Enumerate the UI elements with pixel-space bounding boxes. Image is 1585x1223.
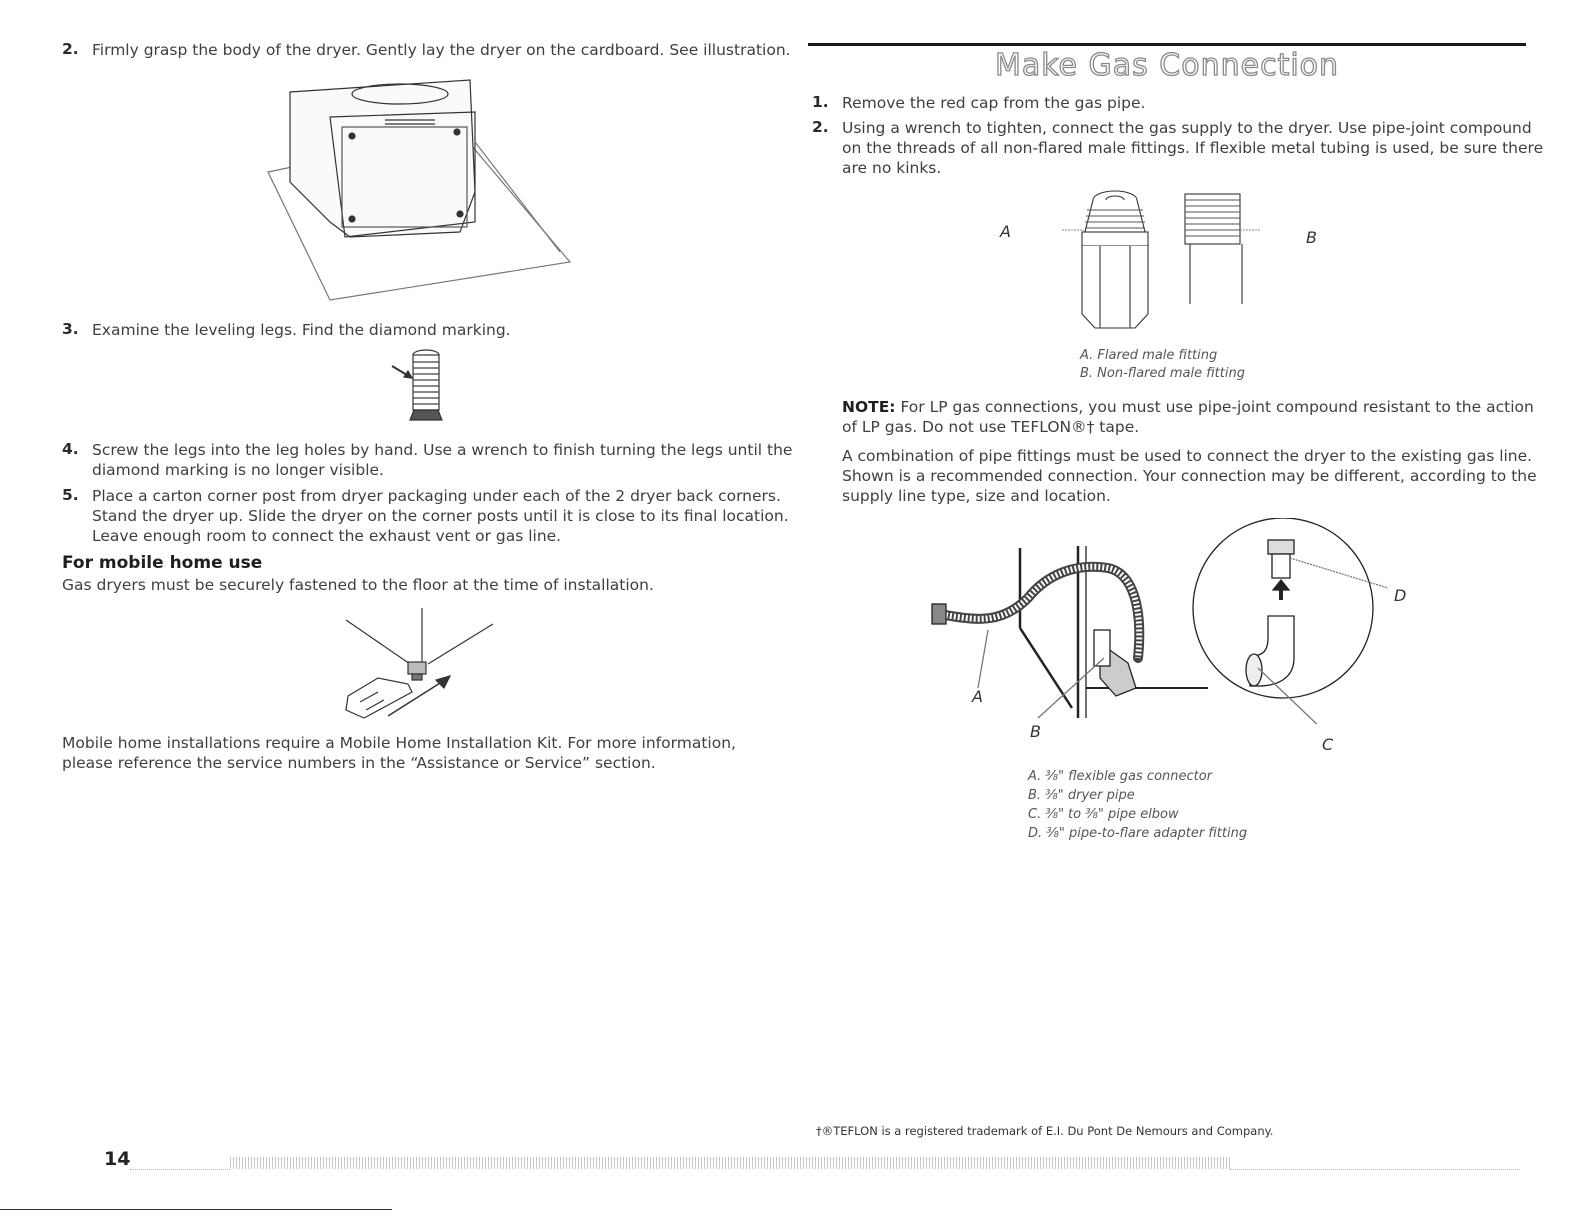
section-top-rule	[808, 43, 1526, 46]
step-4-line-2: diamond marking is no longer visible.	[92, 461, 384, 479]
gas-step-2-line-3: are no kinks.	[842, 159, 942, 177]
gas-connection-illustration	[928, 518, 1388, 724]
note-line-1-text: For LP gas connections, you must use pipe-joint compound resistant to the action	[895, 398, 1534, 416]
step-2-text: Firmly grasp the body of the dryer. Gently lay the dryer on the cardboard. See illustration.	[92, 41, 791, 59]
gas-step-1-text: Remove the red cap from the gas pipe.	[842, 94, 1146, 112]
footer-pattern-band	[230, 1157, 1230, 1169]
section-title: Make Gas Connection	[994, 48, 1340, 83]
fitting-label-a: A	[1000, 222, 1011, 241]
combination-line-2: Shown is a recommended connection. Your connection may be different, according to the	[842, 467, 1537, 485]
gas-step-1-number: 1.	[812, 93, 829, 111]
mobile-kit-line-2: please reference the service numbers in the “Assistance or Service” section.	[62, 754, 656, 772]
connection-label-d: D	[1394, 586, 1407, 605]
combination-line-1: A combination of pipe fittings must be used to connect the dryer to the existing gas line.	[842, 447, 1533, 465]
step-2-number: 2.	[62, 40, 79, 58]
connection-label-a: A	[972, 687, 983, 706]
note-line-2: of LP gas. Do not use TEFLON®† tape.	[842, 418, 1140, 436]
note-label: NOTE:	[842, 398, 896, 416]
step-3-text: Examine the leveling legs. Find the diamond marking.	[92, 321, 511, 339]
teflon-footnote: †®TEFLON is a registered trademark of E.I. Du Pont De Nemours and Company.	[816, 1124, 1274, 1138]
mobile-home-heading: For mobile home use	[62, 553, 263, 573]
fitting-caption-a: A. Flared male fitting	[1080, 348, 1218, 363]
step-5-number: 5.	[62, 486, 79, 504]
connection-caption-a: A. ⅜" flexible gas connector	[1028, 769, 1213, 784]
fitting-label-b: B	[1306, 228, 1317, 247]
step-5-line-1: Place a carton corner post from dryer packaging under each of the 2 dryer back corners.	[92, 487, 781, 505]
connection-label-b: B	[1030, 722, 1041, 741]
bottom-edge-rule	[0, 1209, 392, 1210]
dryer-on-cardboard-illustration	[260, 72, 580, 308]
note-line-1	[842, 397, 1534, 418]
footer-dotted-rule-left	[130, 1157, 230, 1170]
fitting-caption-b: B. Non-flared male fitting	[1080, 366, 1245, 381]
step-5-line-3: Leave enough room to connect the exhaust vent or gas line.	[92, 527, 562, 545]
gas-step-2-line-2: on the threads of all non-flared male fittings. If flexible metal tubing is used, be sure there	[842, 139, 1544, 157]
gas-step-2-number: 2.	[812, 118, 829, 136]
page-number: 14	[104, 1148, 131, 1170]
fittings-illustration	[1060, 186, 1260, 334]
step-3-number: 3.	[62, 320, 79, 338]
connection-caption-b: B. ⅜" dryer pipe	[1028, 788, 1135, 803]
leveling-leg-illustration	[390, 346, 460, 428]
mobile-home-text: Gas dryers must be securely fastened to the floor at the time of installation.	[62, 576, 654, 594]
step-4-number: 4.	[62, 440, 79, 458]
step-4-line-1: Screw the legs into the leg holes by hand. Use a wrench to finish turning the legs until the	[92, 441, 793, 459]
connection-caption-d: D. ⅜" pipe-to-flare adapter fitting	[1028, 826, 1248, 841]
combination-line-3: supply line type, size and location.	[842, 487, 1111, 505]
mobile-home-bracket-illustration	[338, 606, 508, 724]
footer-dotted-rule-right	[1230, 1157, 1520, 1170]
connection-label-c: C	[1322, 735, 1334, 754]
step-5-line-2: Stand the dryer up. Slide the dryer on the corner posts until it is close to its final location.	[92, 507, 789, 525]
mobile-kit-line-1: Mobile home installations require a Mobile Home Installation Kit. For more information,	[62, 734, 736, 752]
connection-caption-c: C. ⅜" to ⅜" pipe elbow	[1028, 807, 1179, 822]
gas-step-2-line-1: Using a wrench to tighten, connect the gas supply to the dryer. Use pipe-joint compound	[842, 119, 1532, 137]
